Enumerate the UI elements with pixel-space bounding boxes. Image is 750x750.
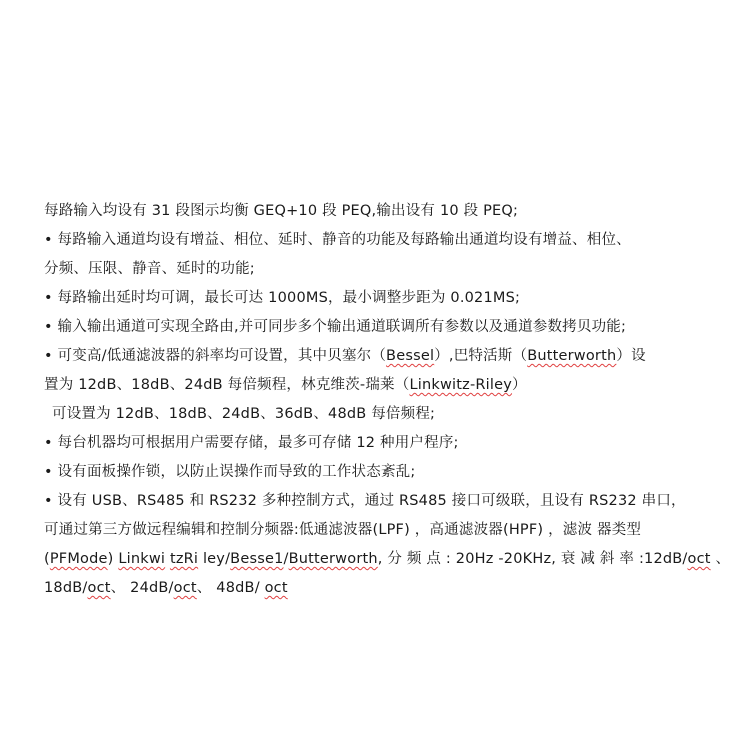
bullet-line-panel-lock (44, 458, 734, 487)
bullet-line-control (44, 487, 734, 516)
line-text: ( (44, 551, 50, 567)
line-text: 18dB/ (44, 580, 88, 596)
line-text: ) (107, 551, 119, 567)
bullet-line-user-programs (44, 429, 734, 458)
line-text: • 设有 USB、RS485 和 RS232 多种控制方式，通过 RS485 接口可级联，且设有 RS232 串口， (44, 493, 686, 509)
term-butterworth: Butterworth (527, 348, 617, 364)
bullet-line-delay (44, 284, 734, 313)
line-text: 、 48dB/ (196, 580, 265, 596)
line-text: ） (512, 377, 527, 393)
text-line-slopes (44, 574, 734, 603)
term-bessel: Bessel (386, 348, 435, 364)
line-text: 可通过第三方做远程编辑和控制分频器:低通滤波器(LPF) ，高通滤波器(HPF) ，滤波 器类型 (44, 522, 642, 538)
text-line-io-functions-cont (44, 255, 734, 284)
line-text: 每路输入均设有 31 段图示均衡 GEQ+10 段 PEQ,输出设有 10 段 PEQ; (44, 203, 519, 219)
line-text: • 每台机器均可根据用户需要存储，最多可存储 12 种用户程序; (44, 435, 459, 451)
bullet-line-routing (44, 313, 734, 342)
term-oct: oct (87, 580, 111, 596)
text-line-filter-slope-cont (44, 371, 734, 400)
bullet-line-filter-slope (44, 342, 734, 371)
term-butterworth: Butterworth (288, 551, 378, 567)
line-text: • 设有面板操作锁，以防止误操作而导致的工作状态紊乱; (44, 464, 416, 480)
line-text: ley/ (198, 551, 231, 567)
line-text: 分频、压限、静音、延时的功能; (44, 261, 255, 277)
line-text: • 输入输出通道可实现全路由,并可同步多个输出通道联调所有参数以及通道参数拷贝功能; (44, 319, 627, 335)
line-text: , 分 频 点 : 20Hz -20KHz, 衰 减 斜 率 :12dB/ (377, 551, 688, 567)
line-text: 可设置为 12dB、18dB、24dB、36dB、48dB 每倍频程; (52, 406, 436, 422)
term-oct: oct (173, 580, 197, 596)
line-text: 置为 12dB、18dB、24dB 每倍频程，林克维茨-瑞莱（ (44, 377, 410, 393)
term-linkwitz-riley: Linkwitz-Riley (409, 377, 513, 393)
line-text: • 每路输出延时均可调，最长可达 1000MS，最小调整步距为 0.021MS; (44, 290, 521, 306)
spec-text-block (44, 197, 734, 603)
term-linkwi: Linkwi (118, 551, 166, 567)
line-text: ）设 (616, 348, 646, 364)
text-line-intro (44, 197, 734, 226)
term-pfmode: PFMode (49, 551, 108, 567)
term-besse1: Besse1 (230, 551, 284, 567)
text-line-filter-slope-cont2 (44, 400, 734, 429)
text-line-filter-types (44, 545, 734, 574)
line-text: 、 24dB/ (110, 580, 174, 596)
line-text: / (283, 551, 289, 567)
text-line-control-cont (44, 516, 734, 545)
bullet-line-io-functions (44, 226, 734, 255)
line-text: ）,巴特活斯（ (434, 348, 528, 364)
term-oct: oct (687, 551, 711, 567)
line-text: • 可变高/低通滤波器的斜率均可设置，其中贝塞尔（ (44, 348, 387, 364)
line-text: 、 (710, 551, 731, 567)
term-tzri: tzRi (169, 551, 199, 567)
line-text: • 每路输入通道均设有增益、相位、延时、静音的功能及每路输出通道均设有增益、相位、 (44, 232, 631, 248)
term-oct: oct (264, 580, 288, 596)
